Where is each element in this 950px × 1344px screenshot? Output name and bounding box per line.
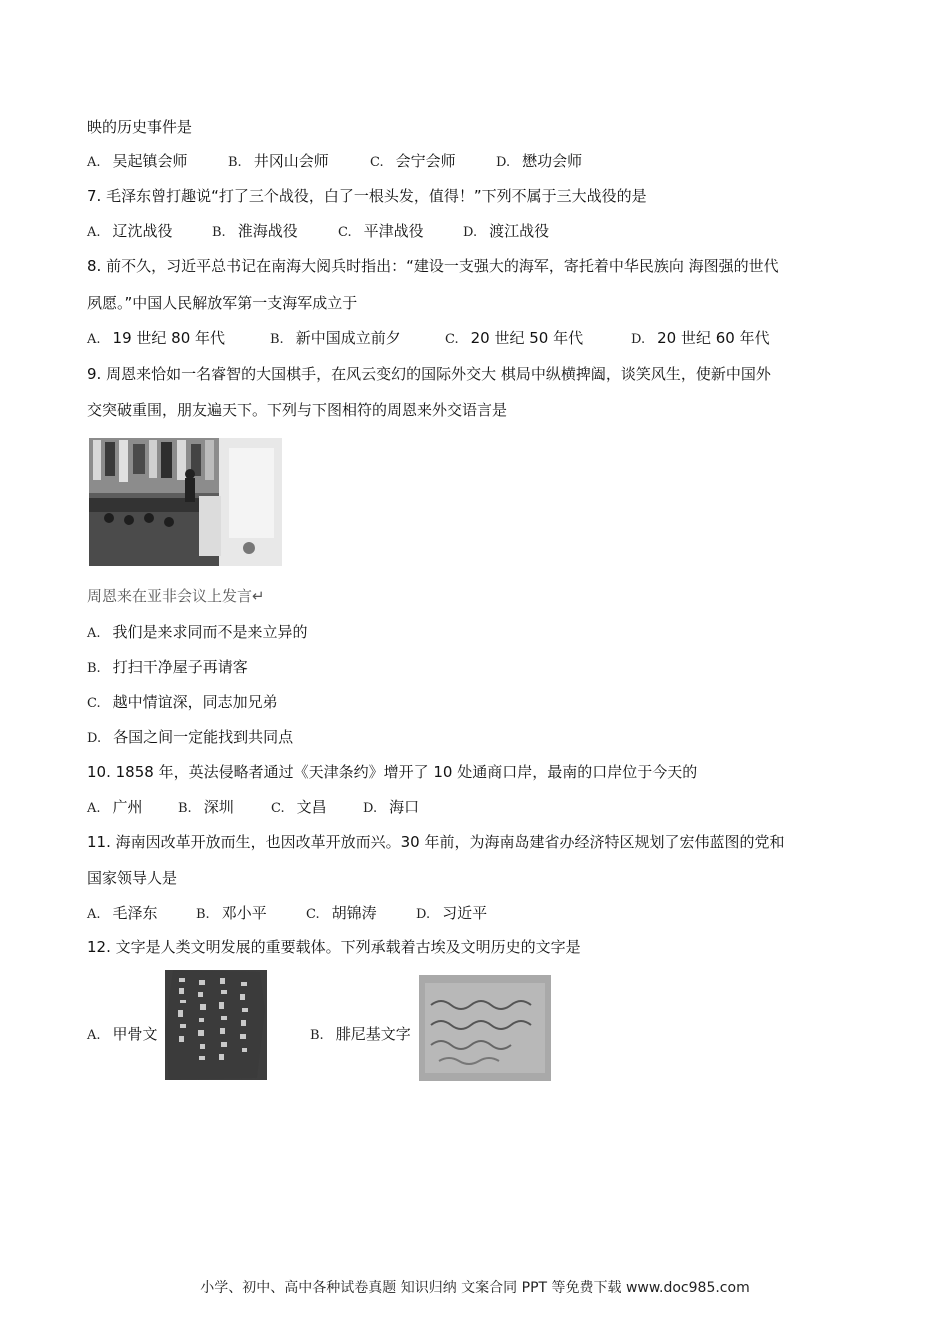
q8-option-a: A. 19 世纪 80 年代 — [87, 329, 226, 347]
q9-option-d: D. 各国之间一定能找到共同点 — [87, 728, 294, 746]
zhou-enlai-bandung-photo — [89, 438, 282, 566]
q12-stem: 12. 文字是人类文明发展的重要载体。下列承载着古埃及文明历史的文字是 — [87, 938, 581, 956]
q8-stem-line1: 8. 前不久，习近平总书记在南海大阅兵时指出：“建设一支强大的海军，寄托着中华民族向 海图强的世代 — [87, 257, 779, 275]
q8-options — [87, 328, 770, 350]
q12-option-a: A. 甲骨文 — [87, 1025, 158, 1043]
q11-stem-line2: 国家领导人是 — [87, 869, 178, 887]
q9-stem-line1: 9. 周恩来恰如一名睿智的大国棋手，在风云变幻的国际外交大 棋局中纵横捭阖，谈笑风生，使新中国外 — [87, 365, 771, 383]
q6-option-b: B. 井冈山会师 — [228, 152, 329, 170]
phoenician-script-image — [419, 975, 551, 1081]
q6-option-d: D. 懋功会师 — [496, 152, 583, 170]
q10-option-b: B. 深圳 — [178, 798, 234, 816]
q9-stem-line2: 交突破重围，朋友遍天下。下列与下图相符的周恩来外交语言是 — [87, 401, 508, 419]
q7-option-d: D. 渡江战役 — [463, 222, 550, 240]
bandung-photo-illustration — [89, 438, 282, 566]
q11-option-c: C. 胡锦涛 — [306, 904, 377, 922]
q7-options — [87, 221, 549, 243]
q7-option-a: A. 辽沈战役 — [87, 222, 173, 240]
q6-option-a: A. 吴起镇会师 — [87, 152, 188, 170]
q11-option-a: A. 毛泽东 — [87, 904, 158, 922]
q6-options — [87, 151, 582, 173]
q10-options — [87, 797, 419, 819]
q11-stem-line1: 11. 海南因改革开放而生，也因改革开放而兴。30 年前，为海南岛建省办经济特区规划了宏伟蓝图的党和 — [87, 833, 785, 851]
q9-option-c: C. 越中情谊深，同志加兄弟 — [87, 693, 278, 711]
photo-caption: 周恩来在亚非会议上发言↵ — [87, 587, 265, 605]
q10-option-c: C. 文昌 — [271, 798, 327, 816]
oracle-bone-illustration — [165, 970, 267, 1080]
q8-option-b: B. 新中国成立前夕 — [270, 329, 401, 347]
q10-stem: 10. 1858 年，英法侵略者通过《天津条约》增开了 10 处通商口岸，最南的口岸位于今天的 — [87, 763, 698, 781]
q7-stem: 7. 毛泽东曾打趣说“打了三个战役，白了一根头发，值得！”下列不属于三大战役的是 — [87, 187, 647, 205]
q7-option-b: B. 淮海战役 — [212, 222, 298, 240]
q9-option-a: A. 我们是来求同而不是来立异的 — [87, 623, 308, 641]
q12-option-b: B. 腓尼基文字 — [310, 1025, 411, 1043]
q10-option-d: D. 海口 — [363, 798, 420, 816]
q6-option-c: C. 会宁会师 — [370, 152, 456, 170]
footer-ad: 小学、初中、高中各种试卷真题 知识归纳 文案合同 PPT 等免费下载 www.doc985.com — [200, 1280, 750, 1296]
q8-option-c: C. 20 世纪 50 年代 — [445, 329, 584, 347]
q8-stem-line2: 夙愿。”中国人民解放军第一支海军成立于 — [87, 294, 358, 312]
q11-options — [87, 903, 487, 925]
q8-option-d: D. 20 世纪 60 年代 — [631, 329, 770, 347]
q11-option-b: B. 邓小平 — [196, 904, 267, 922]
oracle-bone-image — [165, 970, 267, 1080]
q6-stem-tail: 映的历史事件是 — [87, 118, 193, 136]
q7-option-c: C. 平津战役 — [338, 222, 424, 240]
q11-option-d: D. 习近平 — [416, 904, 488, 922]
q9-option-b: B. 打扫干净屋子再请客 — [87, 658, 248, 676]
phoenician-script-illustration — [419, 975, 551, 1081]
q10-option-a: A. 广州 — [87, 798, 143, 816]
